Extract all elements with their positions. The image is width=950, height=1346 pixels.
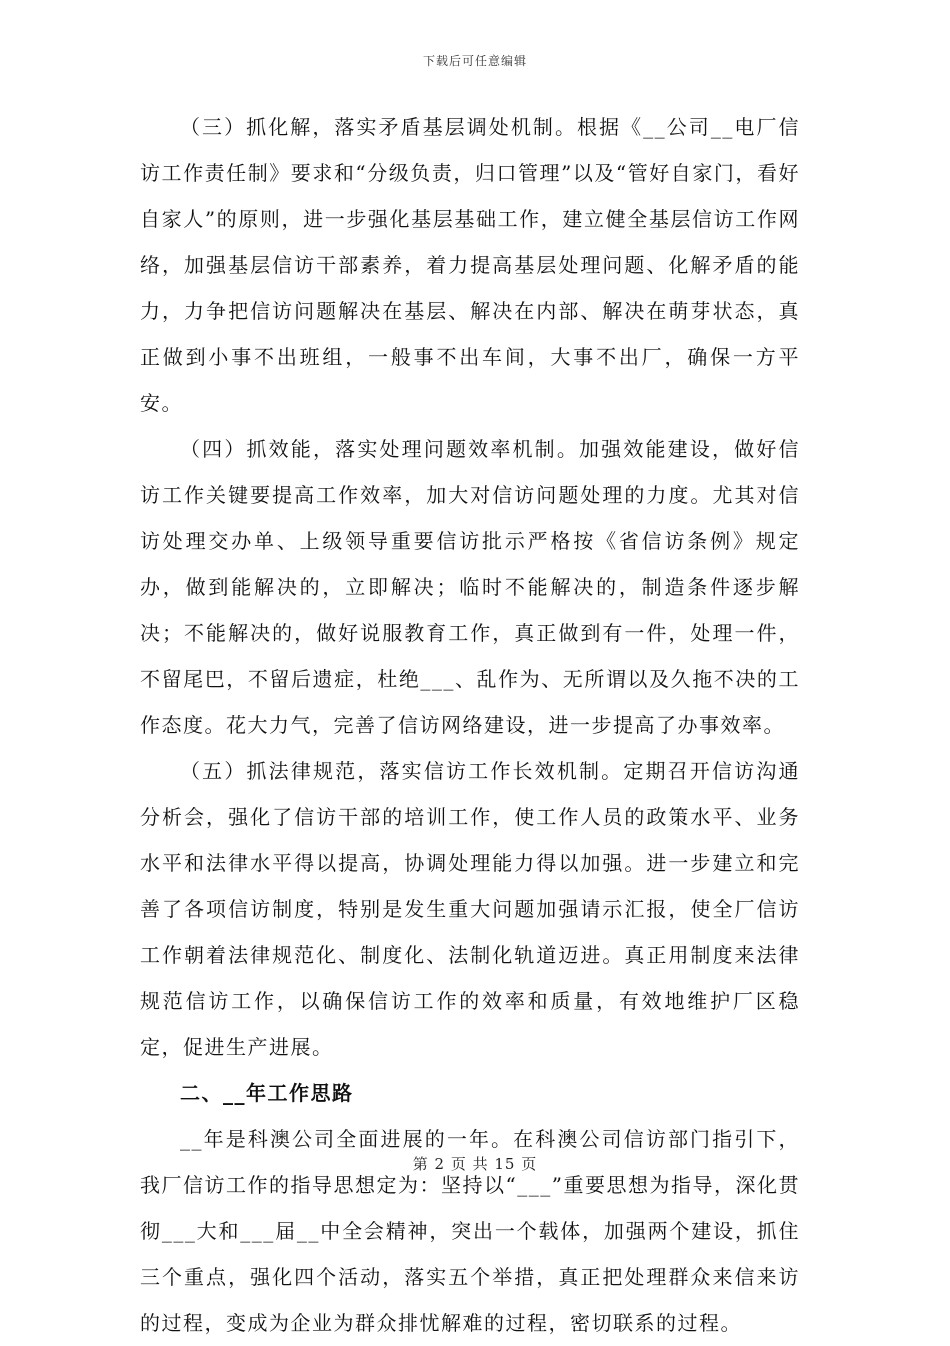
paragraph-three: （三）抓化解，落实矛盾基层调处机制。根据《__公司__电厂信访工作责任制》要求和“分级负责，归口管理”以及“管好自家门，看好自家人”的原则，进一步强化基层基础工作，建立健全基层信访工作网络，加强基层信访干部素养，着力提高基层处理问题、化解矛盾的能力，力争把信访问题解决在基层、解决在内部、解决在萌芽状态，真正做到小事不出班组，一般事不出车间，大事不出厂，确保一方平安。: [140, 115, 800, 415]
paragraph-five: （五）抓法律规范，落实信访工作长效机制。定期召开信访沟通分析会，强化了信访干部的培训工作，使工作人员的政策水平、业务水平和法律水平得以提高，协调处理能力得以加强。进一步建立和完善了各项信访制度，特别是发生重大问题加强请示汇报，使全厂信访工作朝着法律规范化、制度化、法制化轨道迈进。真正用制度来法律规范信访工作，以确保信访工作的效率和质量，有效地维护厂区稳定，促进生产进展。: [140, 759, 800, 1059]
section-heading: 二、__年工作思路: [180, 1081, 354, 1105]
header-note: 下载后可任意编辑: [422, 54, 527, 68]
section-paragraph: __年是科澳公司全面进展的一年。在科澳公司信访部门指引下，我厂信访工作的指导思想定为：坚持以“___”重要思想为指导，深化贯彻___大和___届__中全会精神，突出一个载体，加强两个建设，抓住三个重点，强化四个活动，落实五个举措，真正把处理群众来信来访的过程，变成为企业为群众排忧解难的过程，密切联系的过程。: [140, 1127, 800, 1335]
page-footer: 第 2 页 共 15 页: [412, 1155, 538, 1173]
paragraph-four: （四）抓效能，落实处理问题效率机制。加强效能建设，做好信访工作关键要提高工作效率，加大对信访问题处理的力度。尤其对信访处理交办单、上级领导重要信访批示严格按《省信访条例》规定办，做到能解决的，立即解决；临时不能解决的，制造条件逐步解决；不能解决的，做好说服教育工作，真正做到有一件，处理一件，不留尾巴，不留后遗症，杜绝___、乱作为、无所谓以及久拖不决的工作态度。花大力气，完善了信访网络建设，进一步提高了办事效率。: [140, 437, 800, 737]
